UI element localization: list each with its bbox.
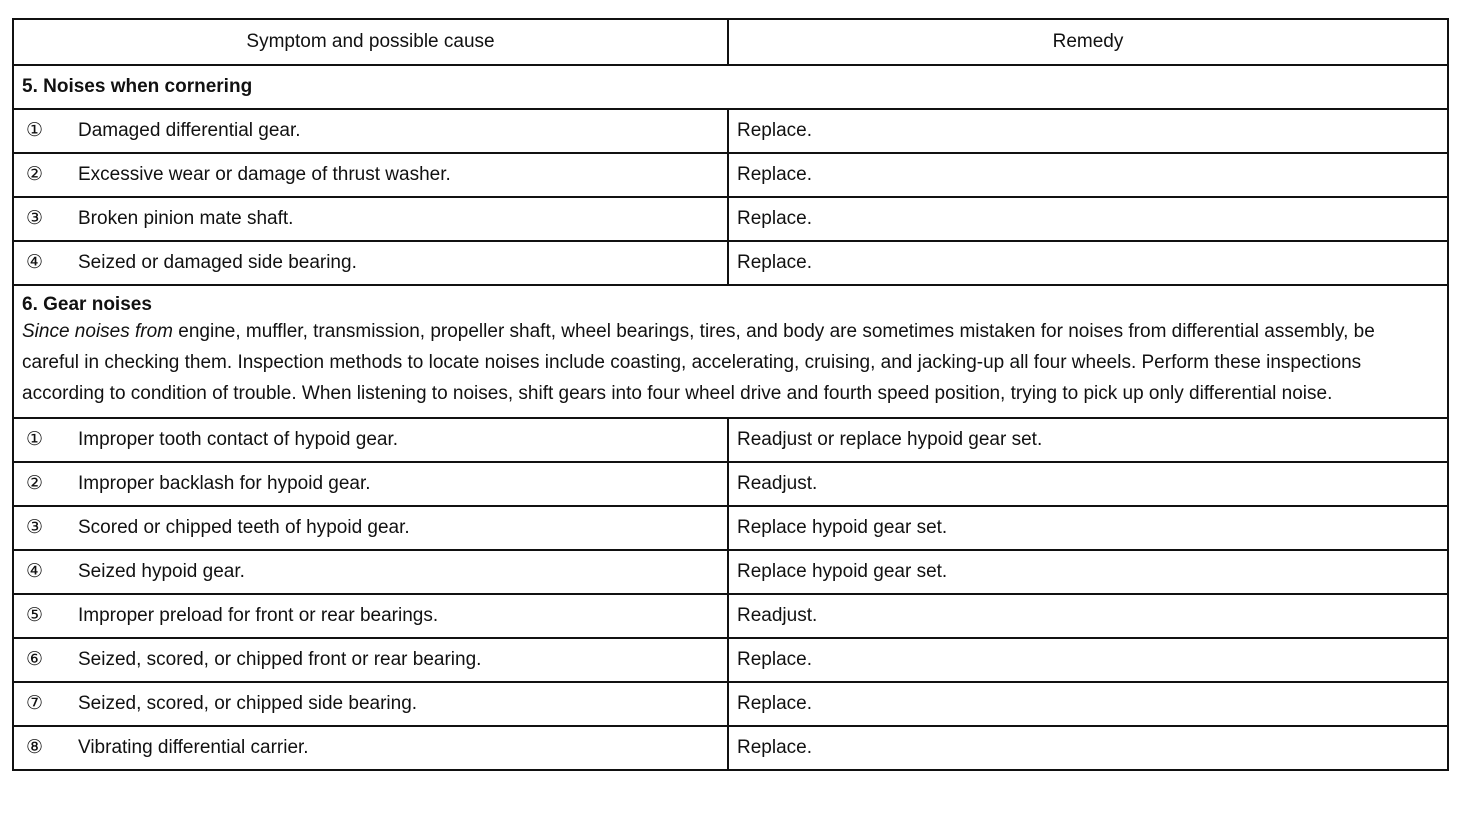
remedy-cell: Replace. xyxy=(728,726,1448,770)
cause-text: Seized, scored, or chipped front or rear bearing. xyxy=(78,649,482,670)
remedy-cell: Replace. xyxy=(728,109,1448,153)
item-number: ④ xyxy=(26,561,44,582)
cause-cell xyxy=(13,726,728,770)
table-row xyxy=(13,682,1448,726)
remedy-cell: Replace. xyxy=(728,241,1448,285)
item-number: ⑥ xyxy=(26,649,44,670)
header-remedy: Remedy xyxy=(728,19,1448,65)
table-row xyxy=(13,462,1448,506)
section-6-note-lead: Since noises from xyxy=(22,321,174,342)
cause-text: Scored or chipped teeth of hypoid gear. xyxy=(78,517,410,538)
cause-text: Improper tooth contact of hypoid gear. xyxy=(78,429,399,450)
item-number: ⑧ xyxy=(26,737,44,758)
table-row xyxy=(13,153,1448,197)
item-number: ② xyxy=(26,473,44,494)
table-row xyxy=(13,506,1448,550)
table-row xyxy=(13,241,1448,285)
cause-cell xyxy=(13,550,728,594)
cause-cell xyxy=(13,109,728,153)
table-row xyxy=(13,726,1448,770)
table-row xyxy=(13,594,1448,638)
section-6-title-row xyxy=(13,285,1448,418)
cause-cell xyxy=(13,197,728,241)
cause-cell xyxy=(13,153,728,197)
section-5-title-row xyxy=(13,65,1448,109)
cause-cell xyxy=(13,241,728,285)
cause-cell xyxy=(13,506,728,550)
cause-text: Seized or damaged side bearing. xyxy=(78,252,357,273)
item-number: ③ xyxy=(26,517,44,538)
cause-cell xyxy=(13,462,728,506)
remedy-cell: Replace hypoid gear set. xyxy=(728,506,1448,550)
table-row xyxy=(13,418,1448,462)
remedy-cell: Replace. xyxy=(728,153,1448,197)
cause-cell xyxy=(13,638,728,682)
section-6-header-cell xyxy=(13,285,1448,418)
table-row xyxy=(13,550,1448,594)
header-symptom: Symptom and possible cause xyxy=(13,19,728,65)
table-header-row xyxy=(13,19,1448,65)
section-6-note xyxy=(22,316,1437,409)
cause-text: Damaged differential gear. xyxy=(78,120,301,141)
item-number: ① xyxy=(26,120,44,141)
remedy-cell: Replace hypoid gear set. xyxy=(728,550,1448,594)
section-6-title: 6. Gear noises xyxy=(22,294,152,315)
cause-text: Seized hypoid gear. xyxy=(78,561,245,582)
item-number: ① xyxy=(26,429,44,450)
remedy-cell: Replace. xyxy=(728,197,1448,241)
cause-text: Improper preload for front or rear bearings. xyxy=(78,605,439,626)
cause-text: Seized, scored, or chipped side bearing. xyxy=(78,693,418,714)
item-number: ⑤ xyxy=(26,605,44,626)
troubleshooting-table xyxy=(12,18,1449,771)
remedy-cell: Replace. xyxy=(728,682,1448,726)
cause-text: Vibrating differential carrier. xyxy=(78,737,309,758)
cause-text: Broken pinion mate shaft. xyxy=(78,208,294,229)
cause-cell xyxy=(13,682,728,726)
remedy-cell: Readjust. xyxy=(728,462,1448,506)
troubleshooting-table-container xyxy=(12,18,1449,771)
cause-text: Excessive wear or damage of thrust washer. xyxy=(78,164,451,185)
remedy-cell: Replace. xyxy=(728,638,1448,682)
table-row xyxy=(13,109,1448,153)
cause-cell xyxy=(13,594,728,638)
remedy-cell: Readjust. xyxy=(728,594,1448,638)
section-5-title: 5. Noises when cornering xyxy=(13,65,1448,109)
cause-text: Improper backlash for hypoid gear. xyxy=(78,473,371,494)
table-row xyxy=(13,197,1448,241)
remedy-cell: Readjust or replace hypoid gear set. xyxy=(728,418,1448,462)
item-number: ② xyxy=(26,164,44,185)
item-number: ④ xyxy=(26,252,44,273)
cause-cell xyxy=(13,418,728,462)
section-6-note-rest: engine, muffler, transmission, propeller shaft, wheel bearings, tires, and body are sometimes mistaken for noises from differential assembly, be careful in checking them. Inspection methods to locate noises include coasting, accelerating, cruising, and jacking-up all four wheels. Perform these inspections according to condition of trouble. When listening to noises, shift gears into four wheel drive and fourth speed position, trying to pick up only differential noise. xyxy=(22,321,1375,404)
table-row xyxy=(13,638,1448,682)
item-number: ⑦ xyxy=(26,693,44,714)
item-number: ③ xyxy=(26,208,44,229)
